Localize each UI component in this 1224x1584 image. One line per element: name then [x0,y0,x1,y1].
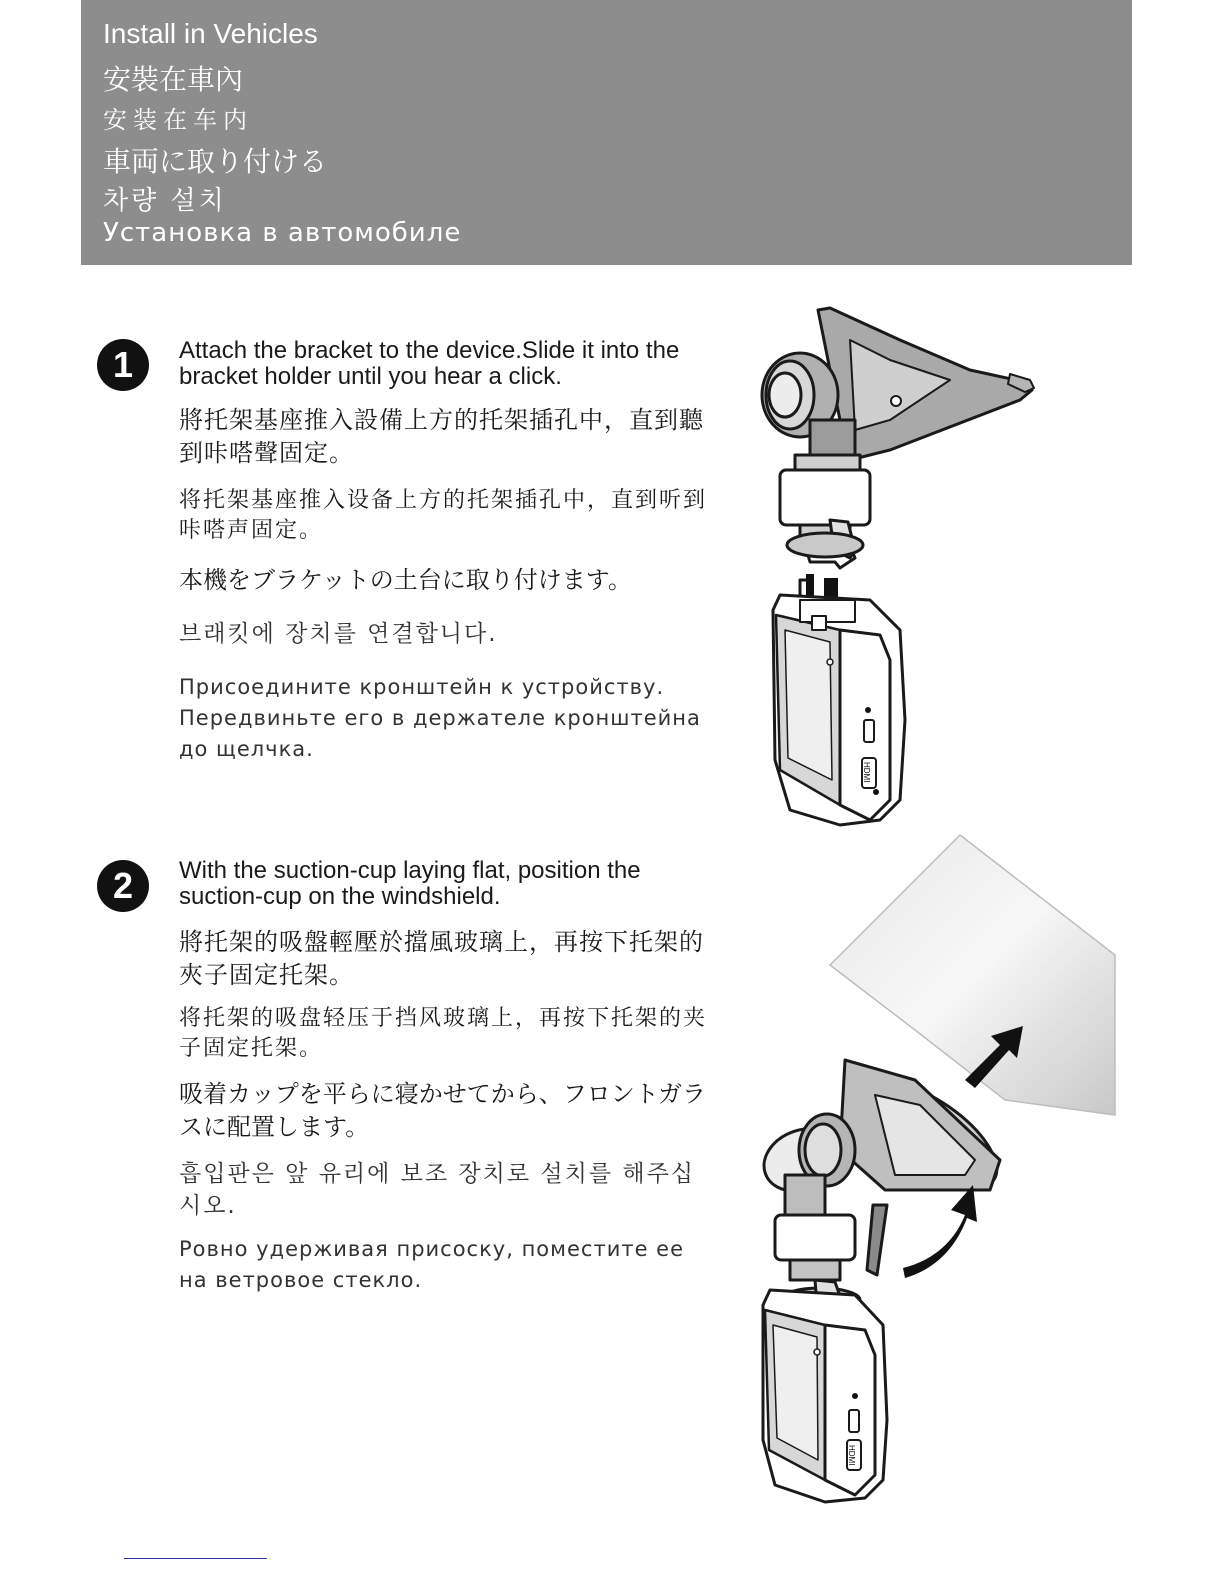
title-traditional-chinese: 安裝在車內 [103,63,244,96]
step-2-russian: Ровно удерживая присоску, поместите ее на ветровое стекло. [179,1237,685,1292]
step-1-russian: Присоедините кронштейн к устройству. Передвиньте его в держателе кронштейна до щелчка. [179,675,701,761]
hdmi-label-1: HDMI [862,762,871,783]
windshield-mount-illustration [755,830,1120,1520]
step-2-simplified-chinese: 将托架的吸盘轻压于挡风玻璃上，再按下托架的夹子固定托架。 [179,1006,708,1061]
title-simplified-chinese: 安装在车内 [103,106,253,134]
bracket-attach-illustration [740,300,1050,835]
title-english: Install in Vehicles [103,18,318,49]
hdmi-label-2: HDMI [847,1445,856,1466]
step-1-korean: 브래킷에 장치를 연결합니다. [179,621,498,647]
footer-divider [124,1558,267,1559]
step-1-japanese: 本機をブラケットの土台に取り付けます。 [179,566,632,594]
step-2-traditional-chinese: 將托架的吸盤輕壓於擋風玻璃上，再按下托架的夾子固定托架。 [179,928,704,989]
step-2-japanese: 吸着カップを平らに寝かせてから、フロントガラスに配置します。 [179,1080,707,1141]
step-2-english: With the suction-cup laying flat, position the suction-cup on the windshield. [179,857,641,910]
step-1-number: 1 [97,339,149,391]
title-japanese: 車両に取り付ける [103,145,328,178]
step-1-traditional-chinese: 將托架基座推入設備上方的托架插孔中，直到聽到咔嗒聲固定。 [179,406,704,467]
step-2-korean: 흡입판은 앞 유리에 보조 장치로 설치를 해주십시오. [179,1161,696,1219]
step-1-simplified-chinese: 将托架基座推入设备上方的托架插孔中，直到听到咔嗒声固定。 [179,488,708,543]
title-russian: Установка в автомобиле [103,218,462,248]
section-header [81,0,1132,265]
title-korean: 차량 설치 [103,186,227,216]
step-1-english: Attach the bracket to the device.Slide it into the bracket holder until you hear a click. [179,337,680,390]
step-2-number: 2 [97,860,149,912]
